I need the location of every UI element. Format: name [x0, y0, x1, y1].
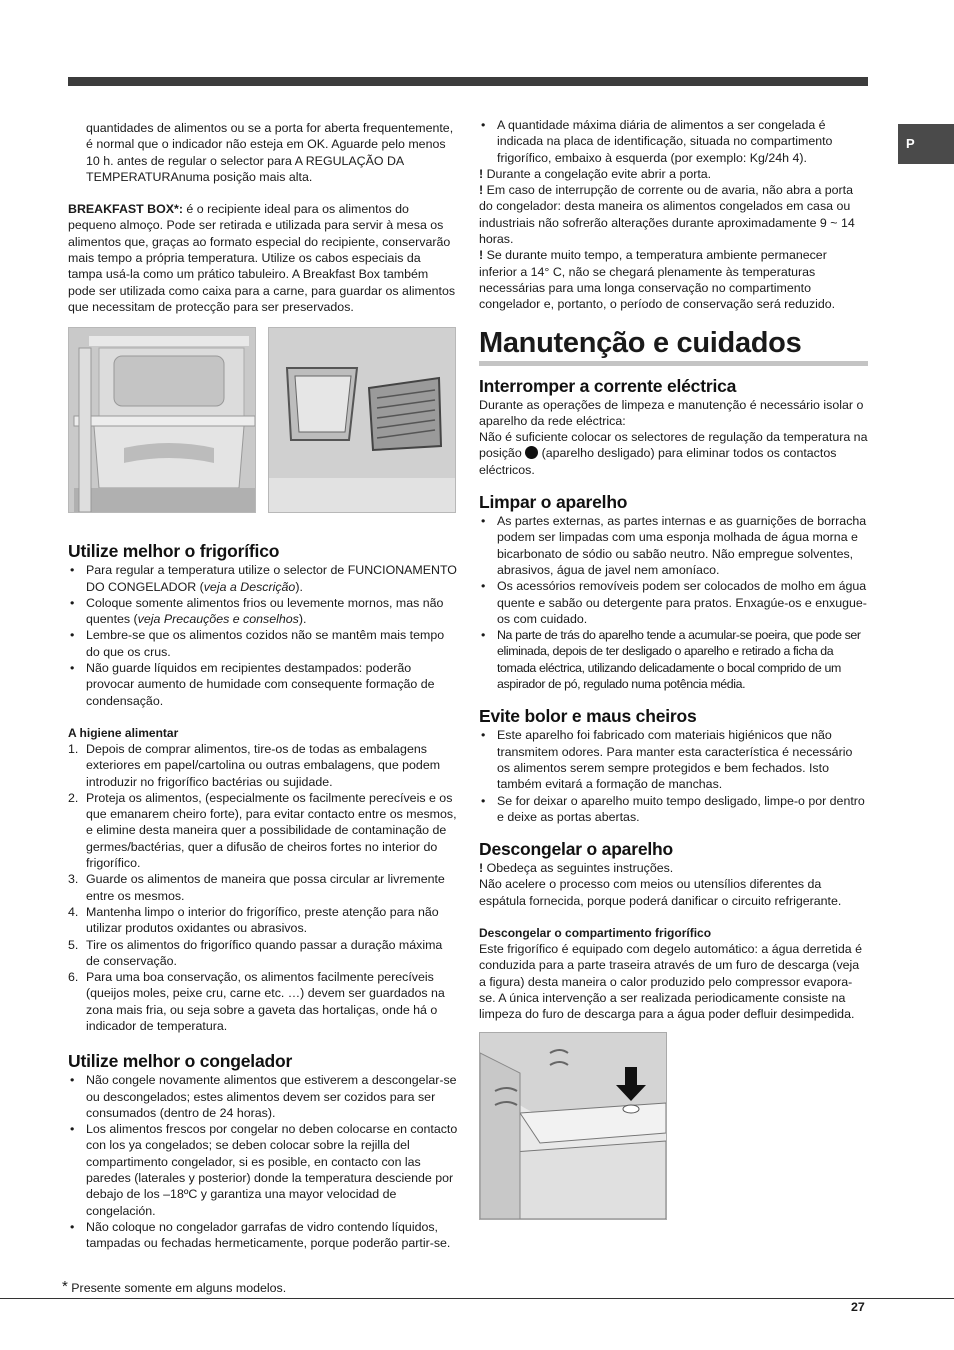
- left-column: [68, 120, 458, 1252]
- power-heading: Interromper a corrente eléctrica: [479, 375, 737, 396]
- list-item: • As partes externas, as partes internas e as guarnições de borracha podem ser limpadas com uma esponja molhada de água morna e bicarbonato de sódio ou sabão neutro. Não empregue solventes, abrasivos, água de javel nem amoníaco.: [481, 514, 867, 577]
- list-item: • Los alimentos frescos por congelar no deben colocarse en contacto con los ya congelados; se deben colocar sobre la rejilla del compartimento congelador, si es posible, en contacto con las paredes (laterales y posterior) donde la temperatura desciende por debajo de los –18ºC y garantiza una mayor velocidad de congelación.: [70, 1122, 458, 1218]
- warning-3: ! Se durante muito tempo, a temperatura ambiente permanecer inferior a 14° C, não se chegará plenamente às temperaturas necessárias para uma longa conservação no compartimento congelador e, portanto, o período de conservação será reduzido.: [479, 248, 836, 312]
- list-item: 1. Depois de comprar alimentos, tire-os de todas as embalagens exteriores em papel/cartolina ou outras embalagens, que podem introduzir no frigorífico bactérias ou sujidade.: [68, 741, 441, 789]
- mould-section: [479, 706, 868, 825]
- defrost-section: [479, 839, 868, 1220]
- breakfast-box-lead: BREAKFAST BOX*:: [68, 202, 183, 217]
- list-item: 6. Para uma boa conservação, os alimentos facilmente perecíveis (queijos moles, peixe cru, carne etc. …) devem ser guardados na zona mais fria, ou seja sobre a gaveta das hortaliças, onde há o indicador de temperatura.: [68, 970, 445, 1033]
- freezer-list: [68, 1072, 458, 1251]
- list-item: • Não congele novamente alimentos que estiverem a descongelar-se ou descongelados; estes alimentos devem ser cozidos para ser consumados (dentro de 24 horas).: [70, 1073, 457, 1120]
- list-item: 3. Guarde os alimentos de maneira que possa circular ar livremente entre os mesmos.: [68, 872, 445, 903]
- warning-1: ! Durante a congelação evite abrir a porta.: [479, 166, 712, 181]
- list-item: • A quantidade máxima diária de alimentos a ser congelada é indicada na placa de identificação, situada no compartimento frigorífico, embaixo à esquerda (por exemplo: Kg/24h 4).: [481, 118, 833, 165]
- page-title: Manutenção e cuidados: [479, 327, 868, 366]
- fridge-section: [68, 541, 458, 709]
- list-item: 2. Proteja os alimentos, (especialmente os facilmente perecíveis e os que emanarem cheiro forte), para evitar contacto entre os mesmos, e elimine desta maneira quer a possibilidade de contaminação de germes/bactérias, quer a difusão de cheiros fortes no interior do frigorífico.: [68, 790, 457, 871]
- hygiene-list: [68, 741, 458, 1034]
- list-item: 5. Tire os alimentos do frigorífico quando passar a duração máxima de conservação.: [68, 937, 443, 968]
- defrost-subheading: Descongelar o compartimento frigorífico: [479, 925, 712, 940]
- list-item: • Se for deixar o aparelho muito tempo desligado, limpe-o por dentro e deixe as portas abertas.: [481, 793, 865, 824]
- page-number: 27: [851, 1300, 865, 1314]
- freezer-quantity-list: [479, 117, 868, 166]
- top-rule: [68, 77, 868, 86]
- footer-rule: [0, 1298, 954, 1299]
- breakfast-box-photos: [68, 327, 458, 515]
- mould-heading: Evite bolor e maus cheiros: [479, 706, 697, 727]
- defrost-heading: Descongelar o aparelho: [479, 839, 673, 860]
- freezer-section: [68, 1051, 458, 1251]
- list-item: • Para regular a temperatura utilize o selector de FUNCIONAMENTO DO CONGELADOR (veja a Descrição).: [70, 563, 457, 594]
- defrost-warning: ! Obedeça as seguintes instruções.: [479, 861, 674, 876]
- fridge-drawer-photo: [68, 327, 256, 513]
- defrost-sub-paragraph: Este frigorífico é equipado com degelo automático: a água derretida é conduzida para a parte traseira através de um furo de descarga (veja a figura) desta maneira o calor produzido pelo compressor evapora-se. A única intervenção a ser realizada periodicamente consiste na limpeza do furo de descarga para a água poder defluir desimpedida.: [479, 941, 862, 1022]
- power-section: [479, 376, 868, 478]
- footnote: * Presente somente em alguns modelos.: [62, 1278, 287, 1295]
- list-item: • Os acessórios removíveis podem ser colocados de molho em água quente e sabão ou detergente para pratos. Enxagúe-os e enxugue-os com cuidado.: [481, 579, 867, 626]
- clean-heading: Limpar o aparelho: [479, 492, 628, 513]
- right-column: [479, 117, 868, 1220]
- list-item: • Coloque somente alimentos frios ou levemente mornos, mas não quentes (veja Precauções e conselhos).: [70, 595, 444, 627]
- fridge-heading: Utilize melhor o frigorífico: [68, 541, 280, 562]
- clean-section: [479, 492, 868, 692]
- breakfast-box-paragraph: [68, 201, 458, 315]
- hygiene-heading: A higiene alimentar: [68, 725, 179, 740]
- mould-list: [479, 727, 868, 825]
- list-item: • Na parte de trás do aparelho tende a acumular-se poeira, que pode ser eliminada, depois de ter desligado o aparelho e retirado a ficha da tomada eléctrica, utilizando delicadamente o bocal comprido de um aspirador de pó, regulado numa potência média.: [481, 628, 861, 692]
- fridge-list: [68, 562, 458, 709]
- defrost-paragraph: Não acelere o processo com meios ou utensílios diferentes da espátula fornecida, porque poderá danificar o circuito refrigerante.: [479, 877, 842, 908]
- clean-list: [479, 513, 868, 692]
- power-paragraph-2: Não é suficiente colocar os selectores de regulação da temperatura na posição (aparelho desligado) para eliminar todos os contactos eléctricos.: [479, 430, 868, 477]
- list-item: • Não guarde líquidos em recipientes destampados: poderão provocar aumento de humidade com consequente formação de condensação.: [70, 661, 435, 708]
- list-item: 4. Mantenha limpo o interior do frigorífico, preste atenção para não utilizar produtos oxidantes ou abrasivos.: [68, 904, 439, 936]
- language-tab: P: [898, 124, 954, 164]
- breakfast-box-text: é o recipiente ideal para os alimentos do pequeno almoço. Pode ser retirada e utilizada para servir à mesa os alimentos que, graças ao formato especial do recipiente, conservarão mais tempo a própria temperatura. Utilize os cabos especiais da tampa usá-la como um prático tabuleiro. A Breakfast Box também pode ser utilizada como caixa para a carne, para guardar os alimentos que necessitam de protecção para ser preservados.: [68, 202, 456, 314]
- warning-2: ! Em caso de interrupção de corrente ou de avaria, não abra a porta do congelador: desta maneira os alimentos congelados em casa ou industriais não sofrerão alterações durante aproximadamente 9 ~ 14 horas.: [479, 183, 855, 247]
- list-item: • Lembre-se que os alimentos cozidos não se mantêm mais tempo do que os crus.: [70, 628, 445, 659]
- hygiene-section: [68, 726, 458, 1034]
- power-paragraph-1: Durante as operações de limpeza e manutenção é necessário isolar o aparelho da rede eléctrica:: [479, 397, 864, 428]
- intro-paragraph: quantidades de alimentos ou se a porta for aberta frequentemente, é normal que o indicador não esteja em OK. Aguarde pelo menos 10 h. antes de regular o selector para A REGULAÇÃO DA TEMPERATURAnuma posição mais alta.: [86, 121, 454, 184]
- list-item: • Este aparelho foi fabricado com materiais higiénicos que não transmitem odores. Para manter esta característica é necessário os alimentos serem sempre protegidos e bem fechados. Isto também evitará a formação de manchas.: [481, 728, 853, 792]
- breakfast-box-tray-photo: [268, 327, 456, 513]
- off-position-icon: [525, 446, 538, 459]
- list-item: • Não coloque no congelador garrafas de vidro contendo líquidos, tampadas ou fechadas hermeticamente, porque poderão partir-se.: [70, 1219, 451, 1251]
- freezer-heading: Utilize melhor o congelador: [68, 1051, 293, 1072]
- drain-hole-figure: [479, 1032, 667, 1220]
